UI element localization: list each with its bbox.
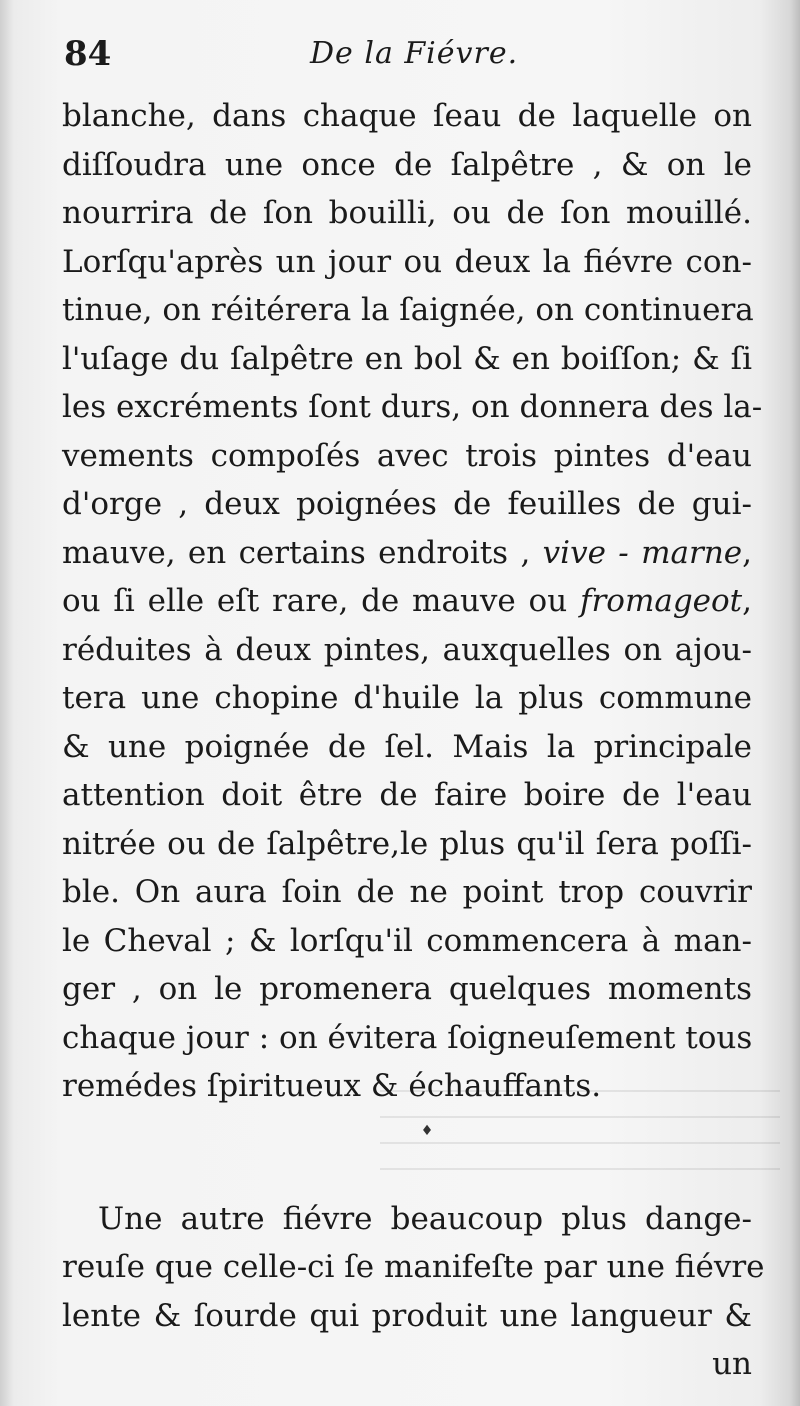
text-line: diſſoudra une once de ſalpêtre , & on le [62, 146, 752, 183]
text-line: nitrée ou de ſalpêtre,le plus qu'il ſera poſſi- [62, 825, 752, 862]
page-header [60, 30, 760, 82]
text-line: l'uſage du ſalpêtre en bol & en boiſſon; & ſi [62, 340, 752, 377]
italic-term-vive-marne: vive - marne [542, 534, 743, 571]
text-line: tera une chopine d'huile la plus commune [62, 680, 752, 716]
text-line: Lorſqu'après un jour ou deux la fiévre con- [62, 243, 752, 280]
text-line: Une autre fiévre beaucoup plus dange- [98, 1200, 752, 1237]
text-line: vements compoſés avec trois pintes d'eau [62, 437, 752, 474]
catchword: un [712, 1346, 752, 1382]
text-line: remédes ſpiritueux & échauffants. [62, 1068, 602, 1104]
text-line: ger , on le promenera quelques moments [62, 971, 752, 1007]
text-line: d'orge , deux poignées de feuilles de gui- [62, 486, 752, 522]
text-line: attention doit être de faire boire de l'eau [62, 777, 752, 813]
running-head: De la Fiévre. [310, 36, 519, 71]
text-line: chaque jour : on évitera ſoigneuſement tous [62, 1019, 753, 1056]
text-line [62, 529, 752, 578]
text-line: reuſe que celle-ci ſe manifeſte par une fiévre [62, 1249, 765, 1285]
text-line: ble. On aura ſoin de ne point trop couvrir [62, 874, 752, 910]
text-line: le Cheval ; & lorſqu'il commencera à man- [62, 922, 752, 959]
paragraph-gap [62, 1151, 752, 1195]
text-line: les excréments ſont durs, on donnera des la- [62, 389, 763, 425]
text-line: réduites à deux pintes, auxquelles on ajou- [62, 631, 752, 668]
text-line: tinue, on réitérera la ſaignée, on continuera [62, 292, 754, 328]
italic-term-fromageot: fromageot [579, 583, 743, 619]
body-text [62, 92, 765, 1389]
text-segment: , [742, 534, 752, 571]
text-line: nourrira de ſon bouilli, ou de ſon mouillé. [62, 195, 752, 231]
text-segment: , [742, 583, 752, 619]
text-line: blanche, dans chaque ſeau de laquelle on [62, 98, 752, 134]
page-number: 84 [64, 34, 112, 74]
text-segment: ou ſi elle eſt rare, de mauve ou [62, 583, 580, 619]
text-line [62, 577, 752, 626]
text-line: lente & ſourde qui produit une langueur & [62, 1297, 752, 1334]
text-segment: mauve, en certains endroits , [62, 534, 543, 571]
ornament-icon: ♦ [420, 1122, 434, 1139]
text-line: & une poignée de ſel. Mais la principale [62, 728, 752, 765]
